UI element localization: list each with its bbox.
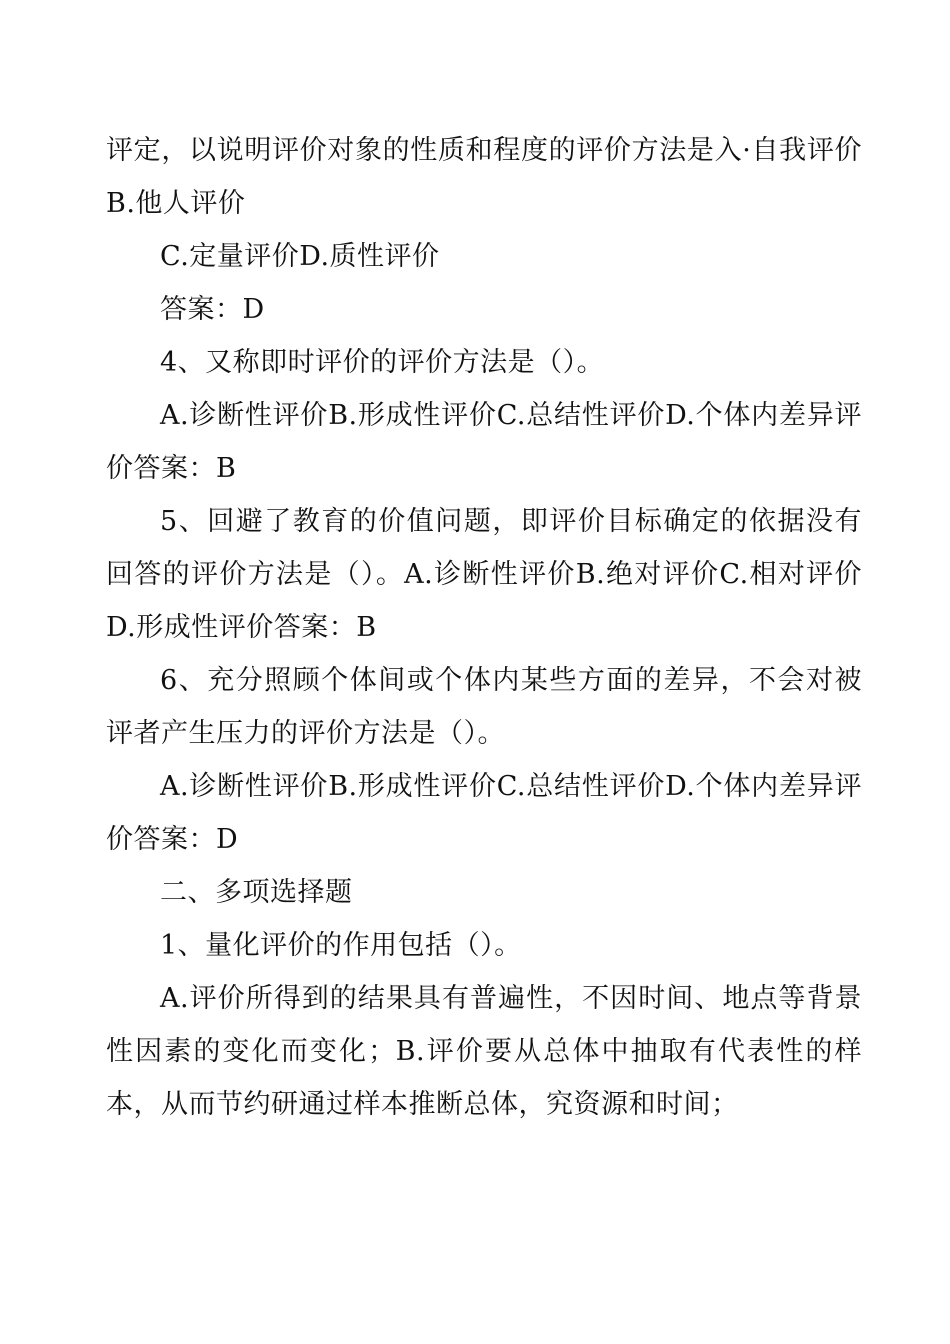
- section-heading: 二、多项选择题: [160, 877, 353, 908]
- question-4-options: A.诊断性评价B.形成性评价C.总结性评价D.个体内差异评价答案：B: [106, 400, 862, 484]
- question-4: 4、又称即时评价的评价方法是（）。: [160, 347, 605, 378]
- paragraph-continuation: 评定，以说明评价对象的性质和程度的评价方法是入·自我评价B.他人评价: [106, 135, 862, 219]
- question-5: 5、回避了教育的价值问题，即评价目标确定的依据没有回答的评价方法是（）。A.诊断性评价B.绝对评价C.相对评价D.形成性评价答案：B: [106, 506, 862, 643]
- answer-line: 答案：D: [160, 294, 265, 325]
- document-page: [106, 124, 862, 1131]
- question-6: 6、充分照顾个体间或个体内某些方面的差异，不会对被评者产生压力的评价方法是（）。: [106, 665, 862, 749]
- multi-question-1: 1、量化评价的作用包括（）。: [160, 930, 522, 961]
- option-line: C.定量评价D.质性评价: [160, 241, 440, 272]
- question-6-options: A.诊断性评价B.形成性评价C.总结性评价D.个体内差异评价答案：D: [106, 771, 862, 855]
- multi-question-1-options: A.评价所得到的结果具有普遍性，不因时间、地点等背景性因素的变化而变化；B.评价要从总体中抽取有代表性的样本，从而节约研通过样本推断总体，究资源和时间；: [106, 983, 862, 1120]
